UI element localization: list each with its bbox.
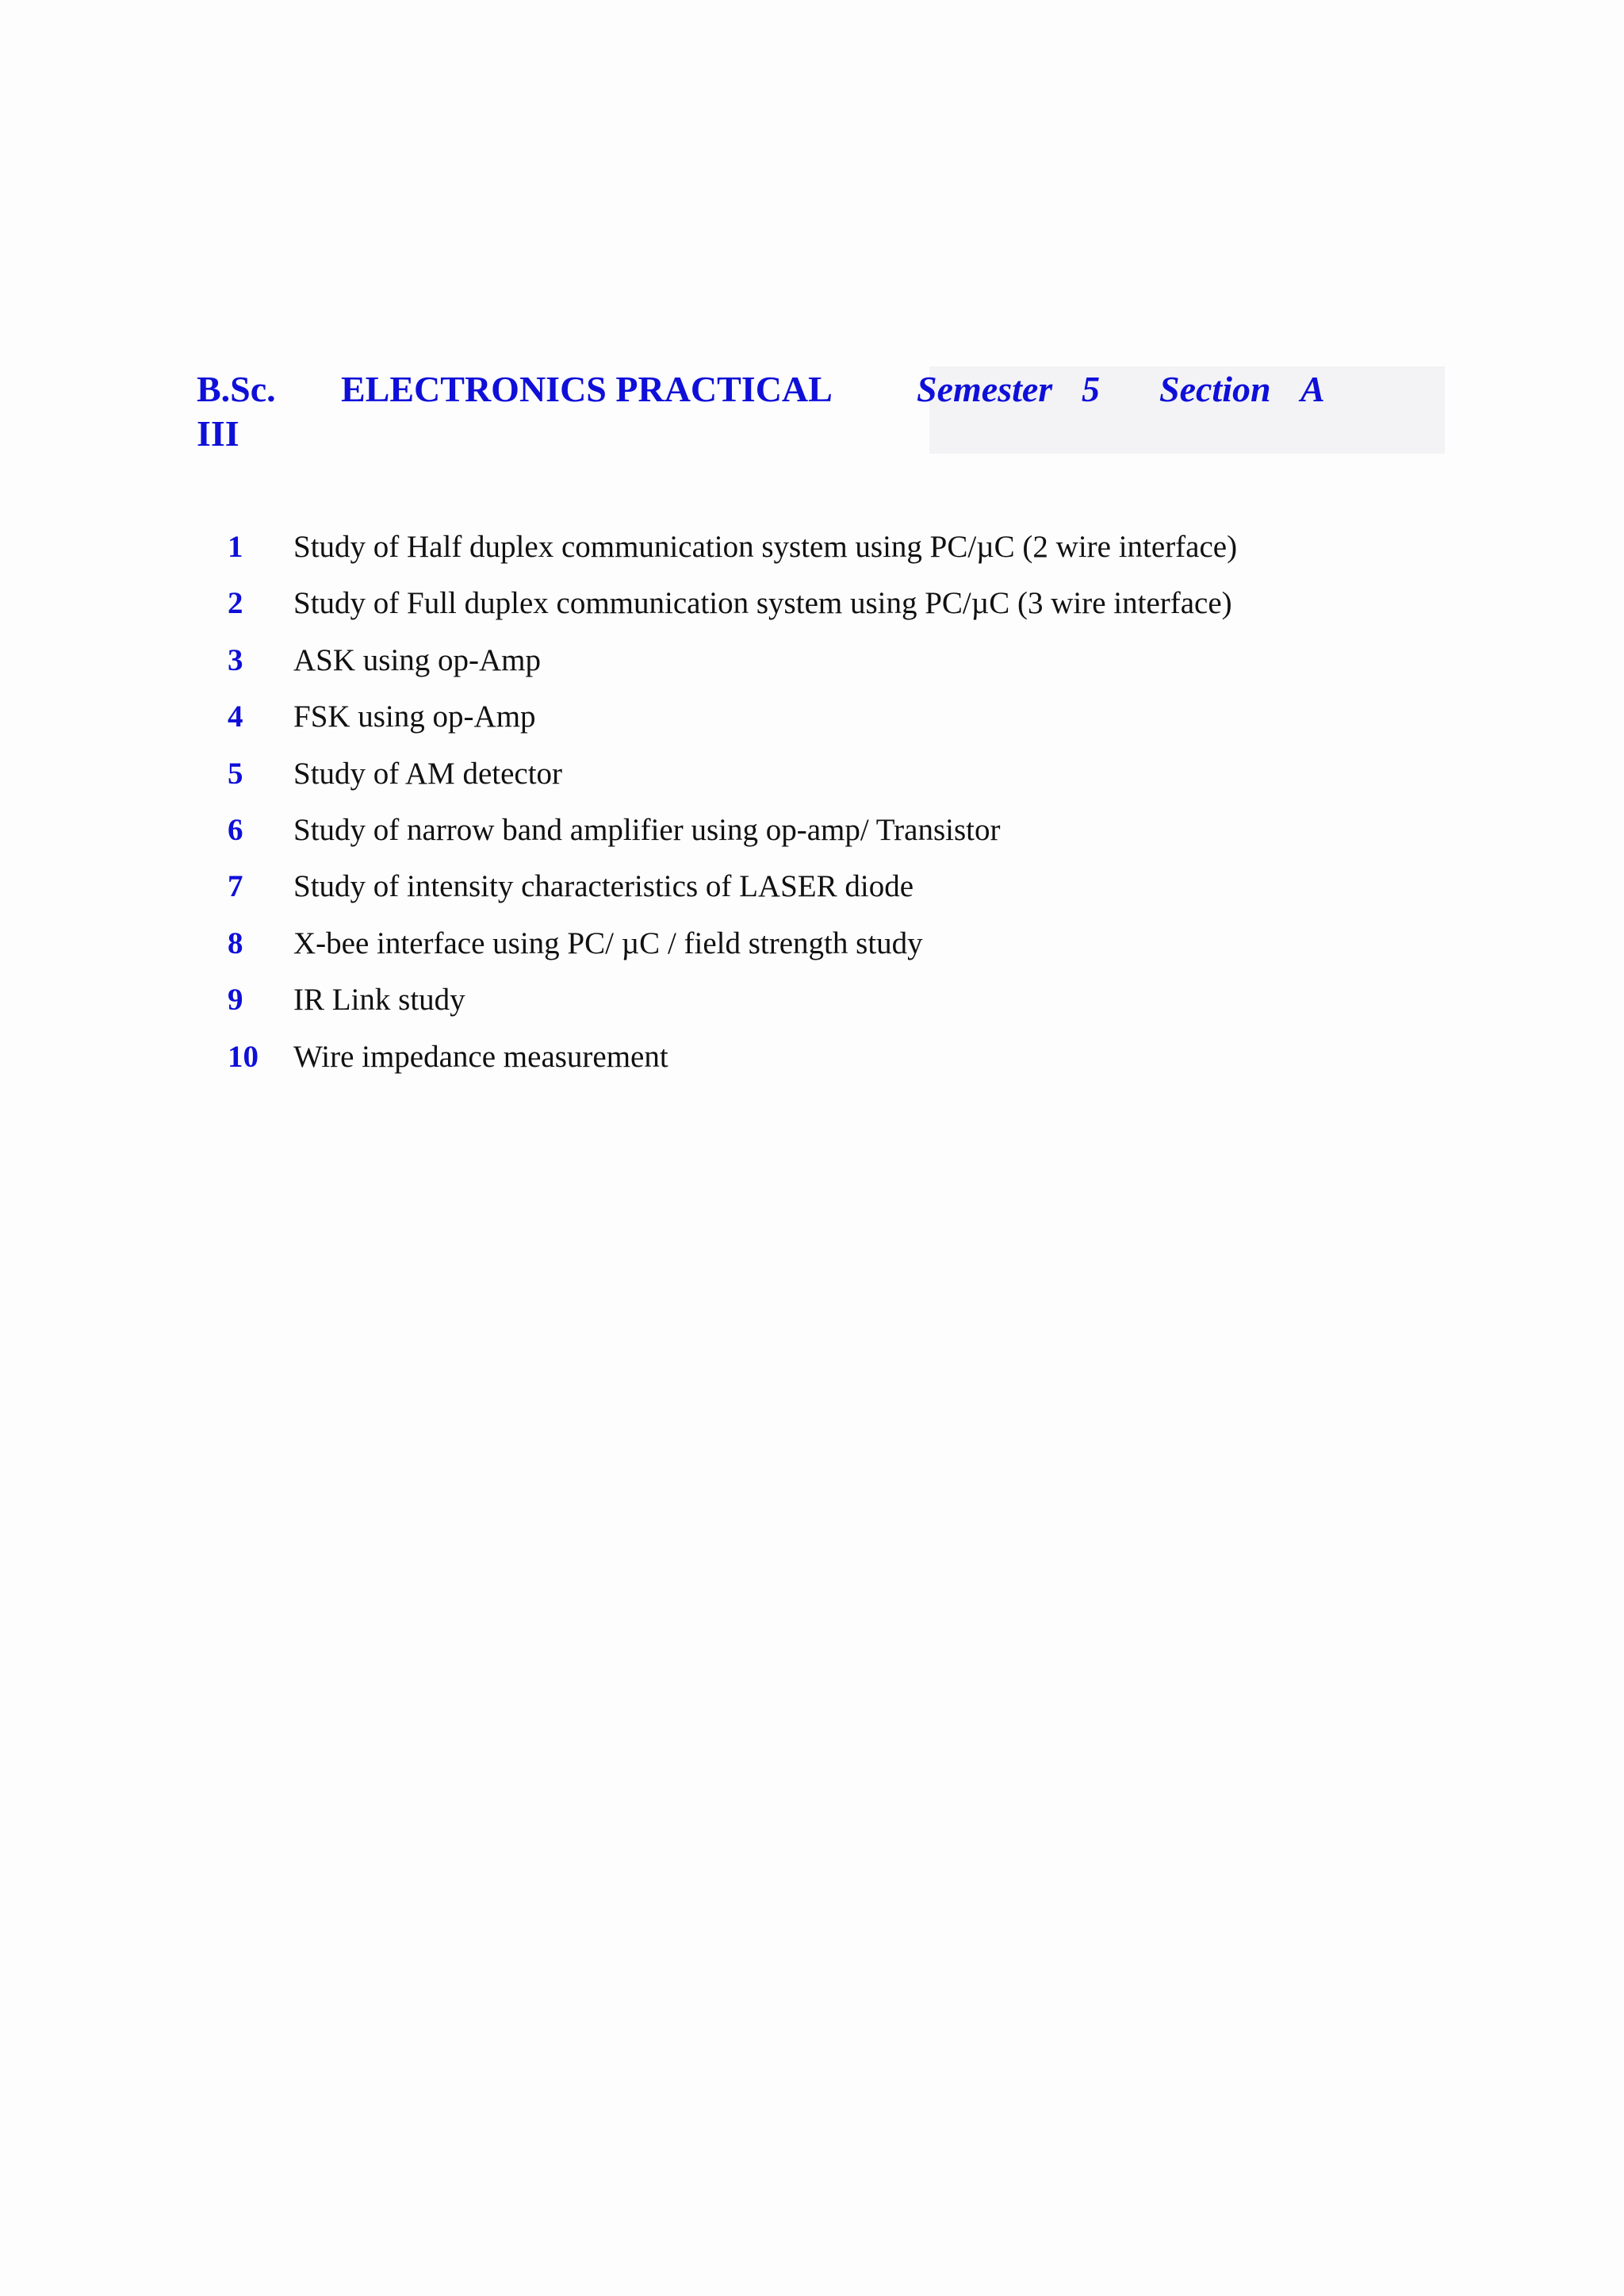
semester-label: Semester: [917, 369, 1053, 409]
experiment-item: [0, 871, 1624, 927]
experiment-title: Study of narrow band amplifier using op-amp/ Transistor: [293, 812, 1001, 847]
experiment-item: [0, 812, 1624, 871]
experiment-item: [0, 984, 1624, 1041]
experiment-number: 3: [228, 642, 243, 677]
experiment-item: [0, 928, 1624, 984]
experiment-title: ASK using op-Amp: [293, 642, 542, 677]
experiment-title: IR Link study: [293, 983, 465, 1018]
experiment-item: [0, 642, 1624, 701]
experiment-list: [0, 531, 1624, 1098]
experiment-title: Study of intensity characteristics of LASER diode: [293, 869, 914, 904]
experiment-number: 6: [228, 812, 243, 847]
experiment-title: X-bee interface using PC/ µC / field strength study: [293, 926, 923, 960]
experiment-title: Study of Full duplex communication system using PC/µC (3 wire interface): [293, 586, 1232, 621]
experiment-title: Study of Half duplex communication system using PC/µC (2 wire interface): [293, 530, 1238, 564]
experiment-item: [0, 1041, 1624, 1098]
experiment-number: 10: [228, 1039, 259, 1074]
course-name: B.Sc.: [197, 369, 276, 409]
experiment-number: 9: [228, 983, 243, 1018]
experiment-number: 4: [228, 700, 243, 734]
semester-value: 5: [1082, 369, 1100, 409]
experiment-number: 8: [228, 926, 243, 960]
experiment-number: 7: [228, 869, 243, 904]
page-header: [0, 0, 1624, 476]
course-year: III: [197, 413, 239, 454]
experiment-number: 1: [228, 530, 243, 564]
experiment-title: FSK using op-Amp: [293, 700, 536, 734]
experiment-item: [0, 701, 1624, 757]
experiment-number: 5: [228, 756, 243, 791]
experiment-title: Study of AM detector: [293, 756, 563, 791]
subject-title: ELECTRONICS PRACTICAL: [341, 369, 833, 409]
experiment-title: Wire impedance measurement: [293, 1039, 668, 1074]
experiment-item: [0, 531, 1624, 588]
experiment-number: 2: [228, 586, 243, 621]
experiment-item: [0, 758, 1624, 815]
experiment-item: [0, 588, 1624, 644]
section-label: Section: [1159, 369, 1271, 409]
section-value: A: [1300, 369, 1325, 409]
